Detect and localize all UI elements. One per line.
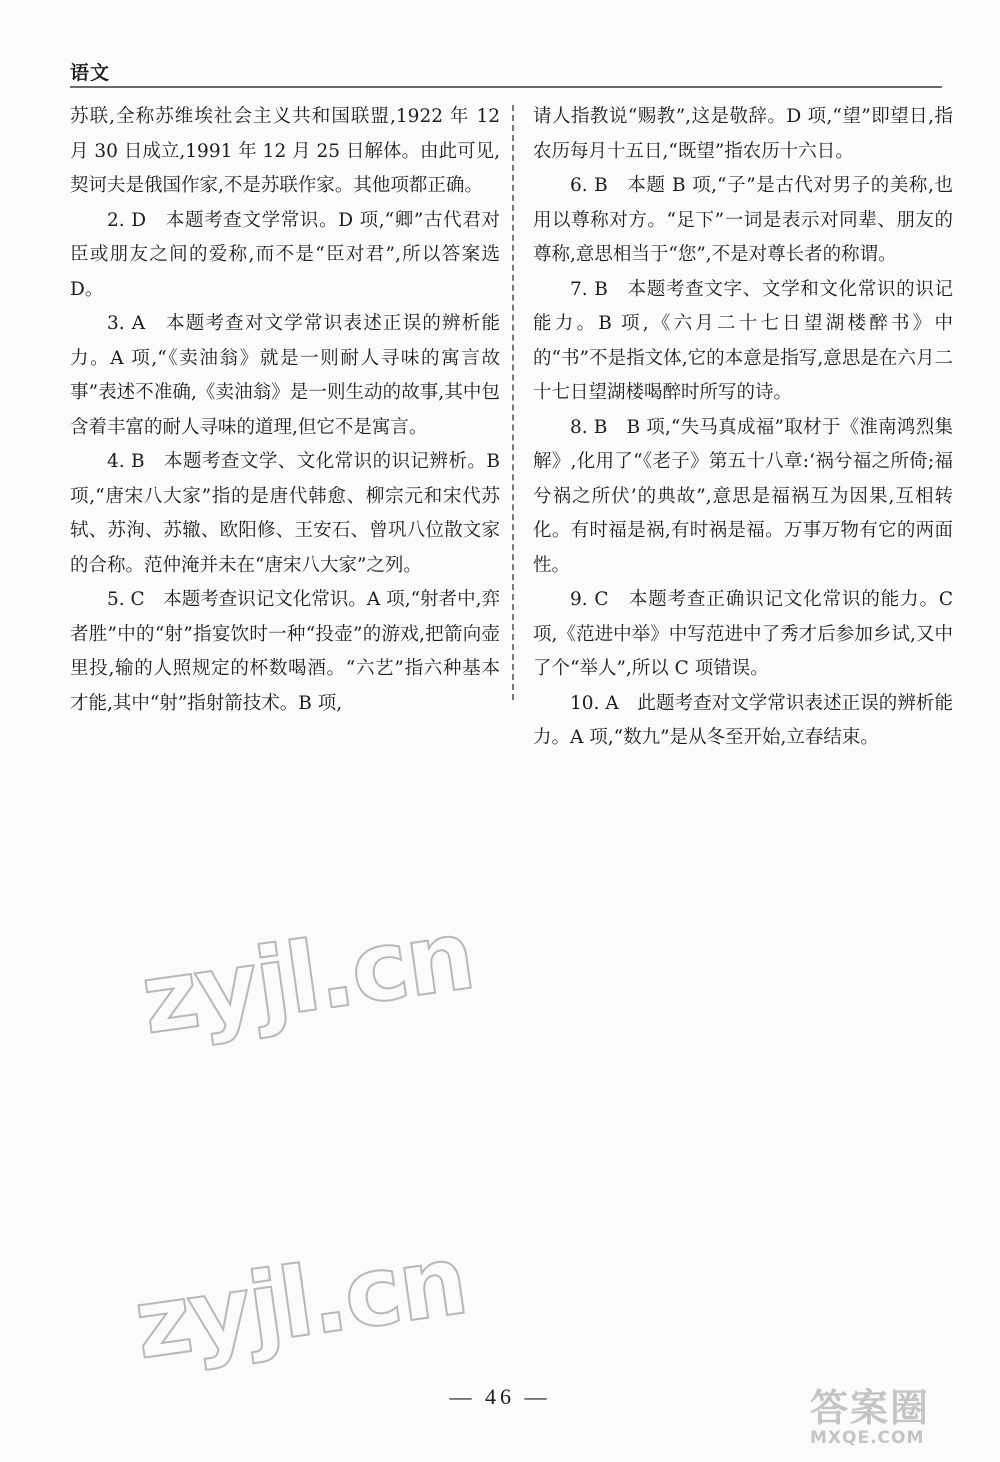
- column-divider: [512, 105, 514, 700]
- answer-3: 3. A 本题考查对文学常识表述正误的辨析能力。A 项,“《卖油翁》就是一则耐人寻味的寓言故事”表述不准确,《卖油翁》是一则生动的故事,其中包含着丰富的耐人寻味的道理,但它不是寓言。: [70, 313, 500, 438]
- answer-5: 5. C 本题考查识记文化常识。A 项,“射者中,弈者胜”中的“射”指宴饮时一种“投壶”的游戏,把箭向壶里投,输的人照规定的杯数喝酒。“六艺”指六种基本才能,其中“射”指射箭技术。B 项,: [70, 589, 500, 714]
- header-divider: [70, 86, 942, 88]
- answer-7: 7. B 本题考查文字、文学和文化常识的识记能力。B 项,《六月二十七日望湖楼醉书》中的“书”不是指文体,它的本意是指写,意思是在六月二十七日望湖楼喝醉时所写的诗。: [533, 278, 953, 403]
- answer-9: 9. C 本题考查正确识记文化常识的能力。C 项,《范进中举》中写范进中了秀才后参加乡试,又中了个“举人”,所以 C 项错误。: [533, 589, 953, 679]
- answer-paragraph-continued: 苏联,全称苏维埃社会主义共和国联盟,1922 年 12 月 30 日成立,1991 年 12 月 25 日解体。由此可见,契诃夫是俄国作家,不是苏联作家。其他项都正确。: [70, 106, 500, 196]
- logo-text-en: MXQE.COM: [810, 1428, 925, 1448]
- watermark-bottom: zyjl.cn: [128, 1223, 473, 1381]
- answer-8: 8. B B 项,“失马真成福”取材于《淮南鸿烈集解》,化用了“《老子》第五十八章:‘祸兮福之所倚;福兮祸之所伏’的典故”,意思是福祸互为因果,互相转化。有时福是祸,有时祸是福。万事万物有它的两面性。: [533, 416, 953, 576]
- answer-6: 6. B 本题 B 项,“子”是古代对男子的美称,也用以尊称对方。“足下”一词是表示对同辈、朋友的尊称,意思相当于“您”,不是对尊长者的称谓。: [533, 175, 953, 265]
- left-column: [70, 100, 500, 721]
- watermark-top: zyjl.cn: [135, 898, 480, 1056]
- logo-text-cn: 答案圈: [810, 1386, 931, 1430]
- answer-4: 4. B 本题考查文学、文化常识的识记辨析。B 项,“唐宋八大家”指的是唐代韩愈、柳宗元和宋代苏轼、苏洵、苏辙、欧阳修、王安石、曾巩八位散文家的合称。范仲淹并未在“唐宋八大家”之列。: [70, 451, 500, 576]
- right-column: [533, 100, 953, 756]
- site-logo: [810, 1377, 980, 1447]
- page-number: — 46 —: [449, 1384, 551, 1409]
- answer-2: 2. D 本题考查文学常识。D 项,“卿”古代君对臣或朋友之间的爱称,而不是“臣对君”,所以答案选 D。: [70, 209, 500, 300]
- answer-5-continued: 请人指教说“赐教”,这是敬辞。D 项,“望”即望日,指农历每月十五日,“既望”指农历十六日。: [533, 106, 953, 162]
- subject-label: 语文: [70, 62, 111, 84]
- answer-10: 10. A 此题考查对文学常识表述正误的辨析能力。A 项,“数九”是从冬至开始,立春结束。: [533, 692, 953, 748]
